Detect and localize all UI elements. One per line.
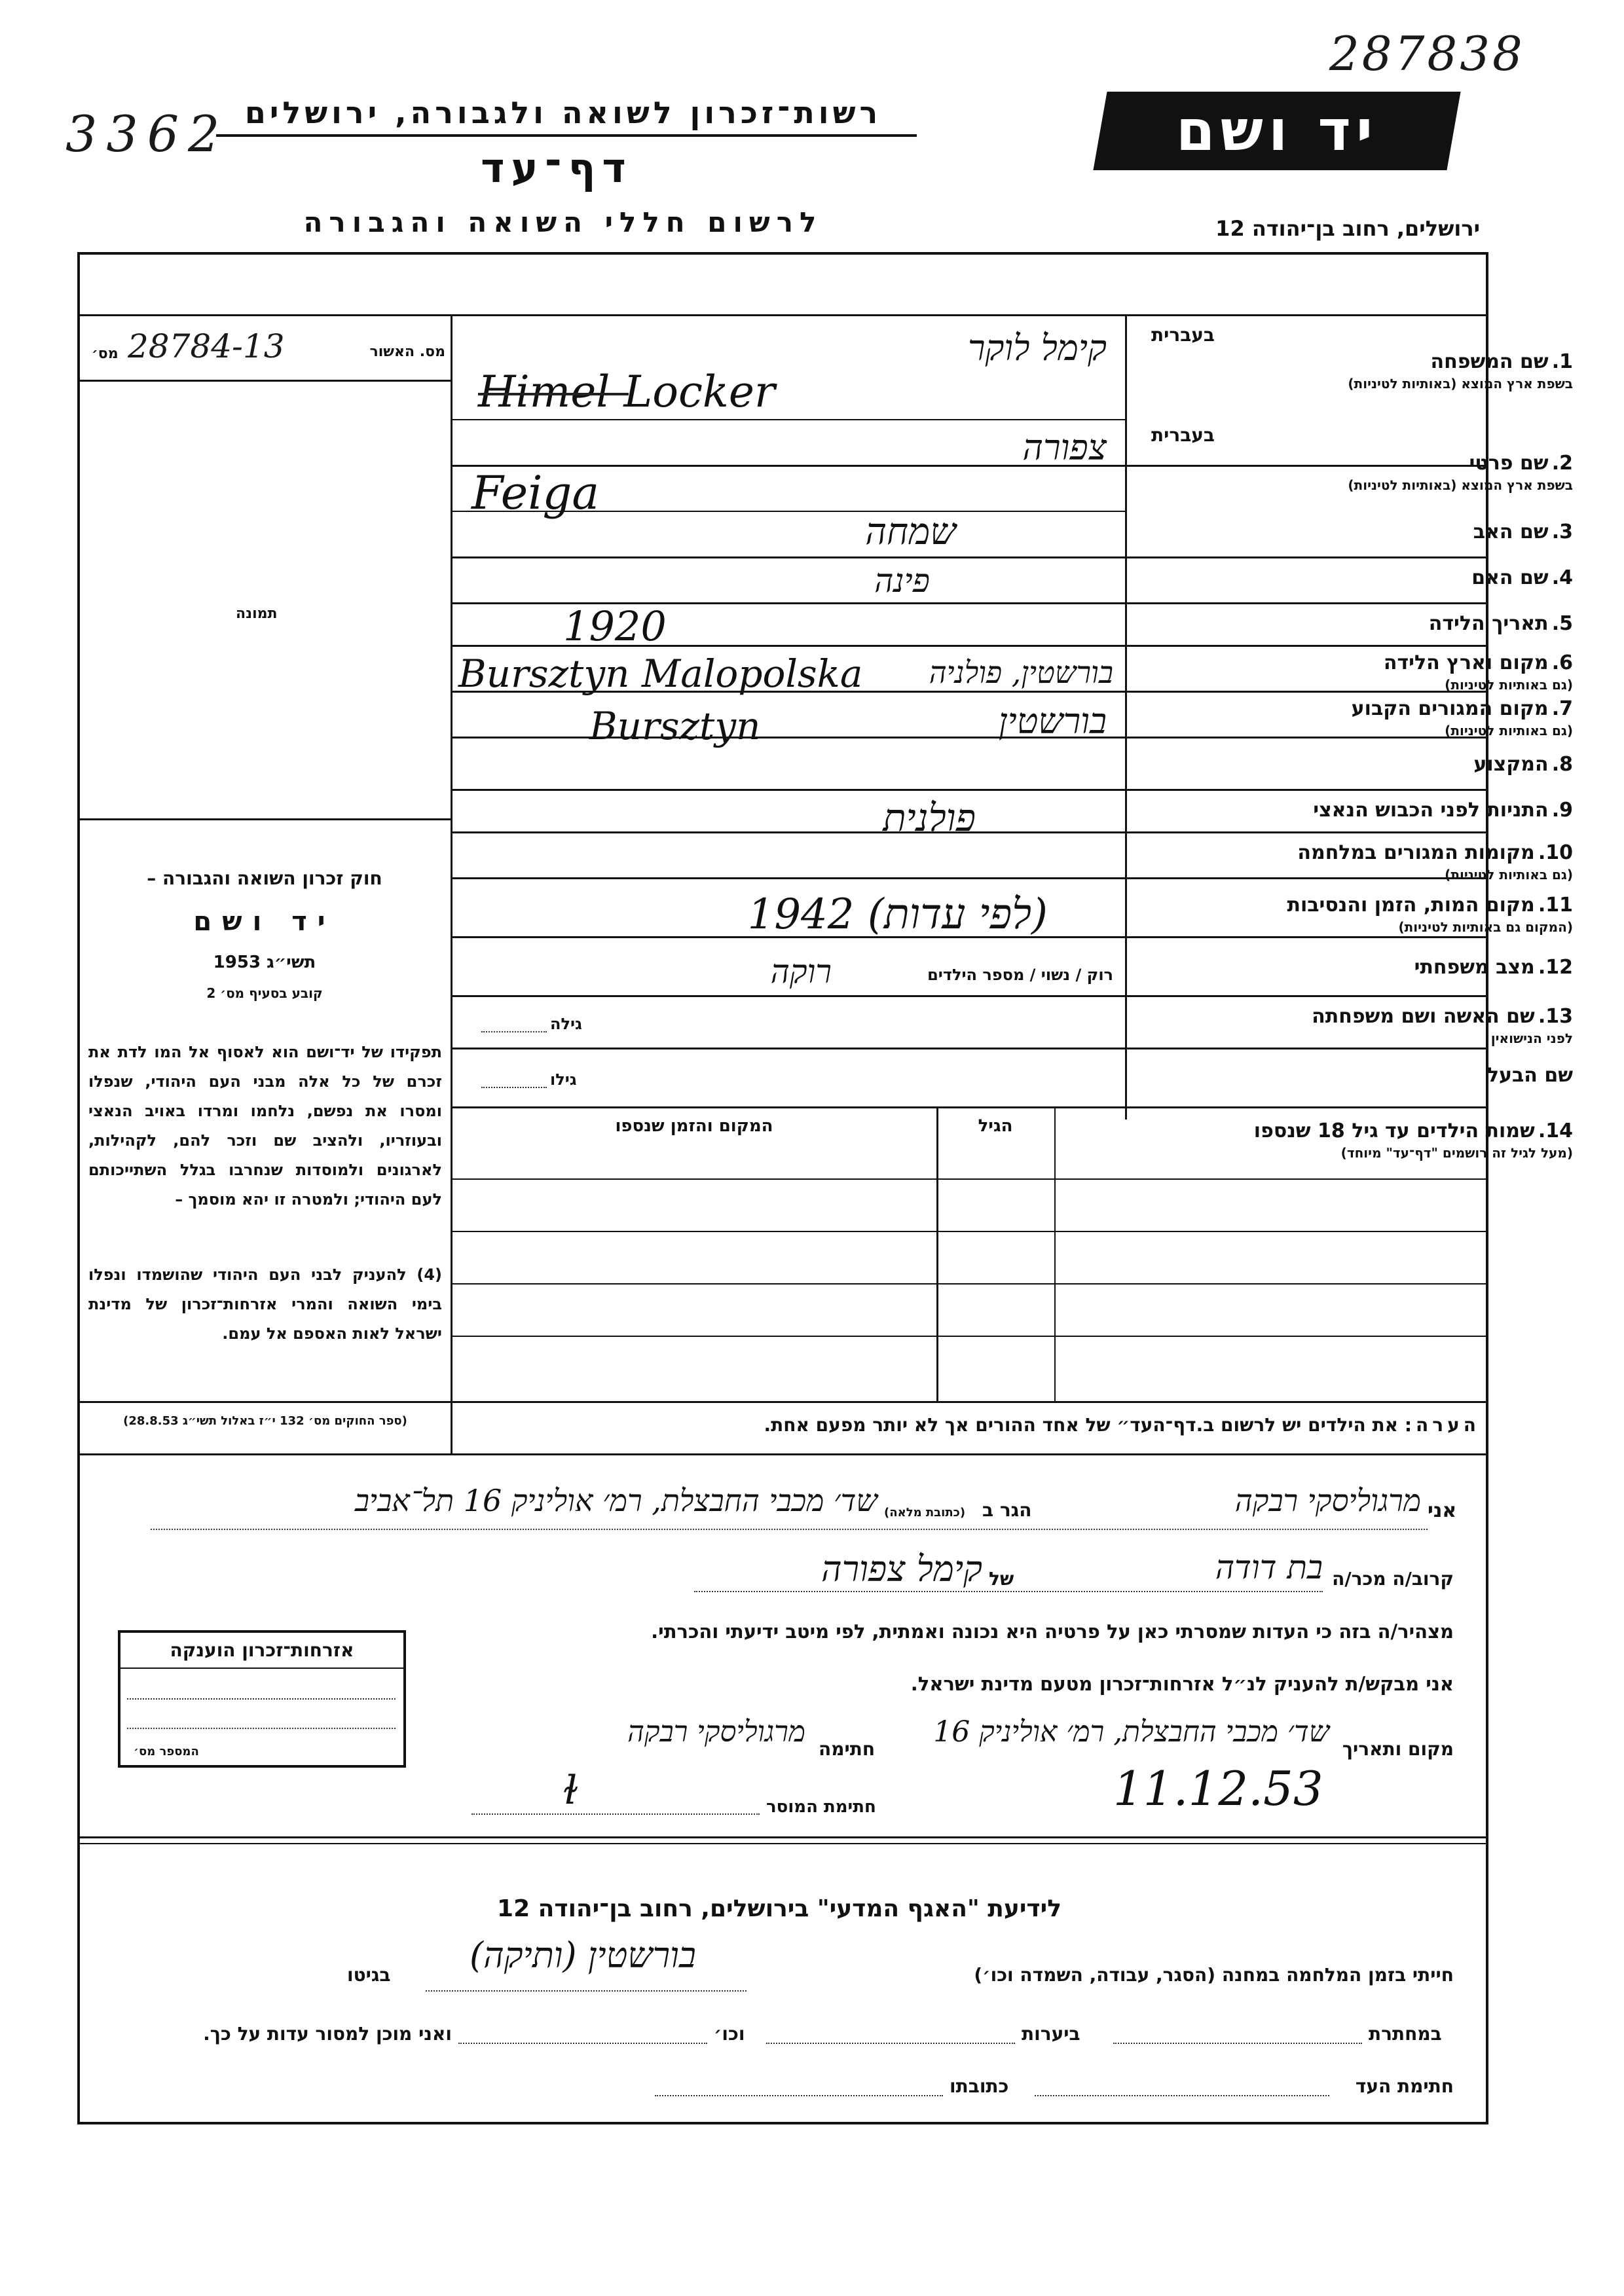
field-1-hebrew-value: קימל לוקר [968,327,1107,369]
bottom-witness-signature-label: חתימת העד [1355,2075,1454,2097]
children-age-header: הגיל [978,1116,1013,1136]
field-13-sublabel: לפני הנישואין [1490,1030,1573,1046]
signature-label: חתימה [819,1738,876,1760]
bottom-line1-value: בורשטין (ותיקה) [470,1935,696,1976]
field-8-occupation [1226,753,1573,776]
field-12-marital-status [1226,956,1573,979]
field-1-number: 1. [1551,350,1573,373]
witness-address-sublabel: (כתובת מלאה) [884,1506,966,1520]
approval-number: 28784-13 [128,327,285,365]
field-5-number: 5. [1551,612,1573,635]
witness-relation-label: קרוב/ה מכר/ה [1332,1568,1454,1590]
field-11-value: (לפי עדות) 1942 [747,890,1048,939]
law-name: יד ושם [193,907,336,937]
bottom-line2-forests: ביערות [1022,2023,1080,2045]
field-4-number: 4. [1551,566,1573,589]
field-3-father [1226,520,1573,543]
approval-label: מס. האשור [369,344,445,360]
lang-hebrew-label-1: בעברית [1151,324,1215,346]
field-2-number: 2. [1551,452,1573,475]
field-2-label: שם פרטי [1469,452,1549,475]
field-10-label: מקומות המגורים במלחמה [1297,841,1535,864]
field-7-value-hebrew: בורשטין [998,701,1107,742]
field-7-number: 7. [1551,697,1573,720]
field-7-residence [1226,697,1573,738]
institution-underline [216,134,917,137]
field-5-birthdate [1226,612,1573,635]
field-8-label: המקצוע [1473,753,1549,776]
witness-name-label: אני [1428,1499,1457,1522]
bottom-line2-underground: במחתרת [1369,2023,1442,2045]
field-4-value: פינה [874,562,930,600]
witness-declaration-2: אני מבקש/ת להעניק לנ״ל אזרחות־זכרון מטעם מדינת ישראל. [910,1673,1454,1695]
law-title: חוק זכרון השואה והגבורה – [147,867,382,889]
handwritten-serial-number: 287838 [1329,26,1525,81]
signer-signature-mark: ɫ [563,1768,578,1813]
field-husband-label: שם הבעל [1486,1064,1573,1087]
field-8-number: 8. [1551,753,1573,776]
field-3-label: שם האב [1473,520,1549,543]
field-2-latin-value: Feiga [471,466,600,520]
field-14-label: שמות הילדים עד גיל 18 שנספו [1253,1120,1535,1142]
citizenship-no-label: המספר מס׳ [134,1745,199,1758]
field-12-options: רוק / נשוי / מספר הילדים [927,966,1113,984]
field-2-sublabel: בשפת ארץ המוצא (באותיות לטיניות) [1348,477,1573,493]
field-6-value-hebrew: בורשטין, פולניה [929,655,1113,690]
signer-label: חתימת המוסר [766,1797,876,1817]
date-value: 11.12.53 [1113,1761,1323,1816]
header-address: ירושלים, רחוב בן־יהודה 12 [1215,216,1480,241]
handwritten-file-number: 3362 [65,105,229,163]
field-10-wartime-residence [1226,841,1573,883]
place-date-label: מקום ותאריך [1342,1738,1454,1760]
field-7-label: מקום המגורים הקבוע [1351,697,1549,720]
institution-name: רשות־זכרון לשואה ולגבורה, ירושלים [244,95,882,130]
citizenship-box [118,1630,406,1768]
approval-no-label: מס׳ [92,346,119,362]
field-12-number: 12. [1538,956,1573,979]
field-4-mother [1226,566,1573,589]
field-13-wife [1226,1005,1573,1046]
note-text: את הילדים יש לרשום ב.דף־העד״ של אחד ההורים אך לא יותר מפעם אחת. [764,1414,1399,1436]
field-6-number: 6. [1551,651,1573,674]
place-value: שד׳ מכבי החבצלת, רמ׳ אוליניק 16 [933,1715,1329,1749]
field-5-value: 1920 [563,602,667,650]
field-12-value: רוקה [770,953,832,991]
witness-declaration-1: מצהיר/ה בזה כי העדות שמסרתי כאן על פרטיה היא נכונה ואמתית, לפי מיטב ידיעתי והכרתי. [651,1620,1454,1643]
field-husband [1226,1064,1573,1087]
form-title: דף־עד [481,144,633,192]
field-10-number: 10. [1538,841,1573,864]
field-14-children [1226,1120,1573,1161]
field-12-label: מצב משפחתי [1414,956,1535,979]
field-5-label: תאריך הלידה [1428,612,1549,635]
field-9-value: פולנית [883,795,976,840]
bottom-line1-suffix: בגיטו [347,1964,391,1986]
witness-address-value: שד׳ מכבי החבצלת, רמ׳ אוליניק 16 תל־אביב [354,1483,877,1518]
yad-vashem-logo [1093,92,1460,170]
signature-value: מרגוליסקי רבקה [627,1715,805,1749]
witness-of-label: של [989,1568,1014,1590]
field-9-number: 9. [1551,799,1573,822]
note [458,1414,1480,1436]
law-paragraph-1: תפקידו של יד־ושם הוא לאסוף אל המו לדת את זכרם של כל אלה מבני העם היהודי, שנפלו ומסרו את נפשם, נלחמו ומרדו באויב הנאצי ובעוזריו, ולהציב שם וזכר להם, לקהילות, לארגונים ולמוסדות שנחרבו בגלל השתייכותם לעם היהודי; ולמטרה זו יהא מוסמך – [88,1043,442,1209]
bottom-heading: לידיעת "האגף המדעי" בירושלים, רחוב בן־יהודה 12 [497,1895,1061,1922]
field-1-latin-value: Himel Locker [478,367,775,417]
field-3-value: שמחה [865,511,956,553]
law-paragraph-2: (4) להעניק לבני העם היהודי שהושמדו ונפלו בימי השואה והמרי אזרחות־זכרון של מדינת ישראל לאות האספם אל עמם. [88,1266,442,1343]
field-2-given-name [1226,452,1573,493]
field-7-value: Bursztyn [589,704,761,748]
field-6-label: מקום וארץ הלידה [1383,651,1549,674]
field-1-surname [1226,350,1573,392]
field-10-sublabel: (גם באותיות לטיניות) [1445,867,1573,883]
field-13-label: שם האשה ושם משפחתה [1312,1005,1535,1028]
field-9-languages [1226,799,1573,822]
field-11-number: 11. [1538,894,1573,917]
field-14-sublabel: (מעל לגיל זה רושמים "דף־עד" מיוחד) [1340,1145,1573,1161]
field-11-death [1226,894,1573,935]
children-place-header: המקום והזמן שנספו [615,1116,773,1136]
field-11-sublabel: (המקום גם באותיות לטיניות) [1398,919,1573,935]
witness-address-label: הגר ב [982,1499,1032,1521]
witness-name-value: מרגוליסקי רבקה [1234,1483,1421,1518]
field-6-sublabel: (גם באותיות לטיניות) [1445,677,1573,693]
field-4-label: שם האם [1471,566,1549,589]
field-13-age-label: גילה [550,1015,582,1033]
note-label: הערה: [1404,1414,1480,1436]
law-year: תשי״ג 1953 [213,953,316,972]
photo-label: תמונה [236,606,278,622]
field-2-hebrew-value: צפורה [1022,427,1107,468]
field-6-value: Bursztyn Malopolska [458,651,863,696]
logo-text: יד ושם [1175,98,1378,164]
field-13-number: 13. [1538,1005,1573,1028]
lang-hebrew-label-2: בעברית [1151,424,1215,446]
citizenship-title: אזרחות־זכרון הוענקה [170,1639,354,1661]
field-14-number: 14. [1538,1120,1573,1142]
field-6-birthplace [1226,651,1573,693]
witness-of-value: קימל צפורה [821,1548,982,1590]
form-subtitle: לרשום חללי השואה והגבורה [303,206,823,238]
field-1-label: שם המשפחה [1430,350,1549,373]
field-3-number: 3. [1551,520,1573,543]
field-9-label: התניות לפני הכבוש הנאצי [1313,799,1549,822]
bottom-address-label: כתובתו [950,2075,1009,2097]
witness-relation-value: בת דודה [1215,1548,1323,1586]
field-1-sublabel: בשפת ארץ המוצא (באותיות לטיניות) [1348,376,1573,392]
field-11-label: מקום המות, הזמן והנסיבות [1287,894,1535,917]
bottom-line2-etc: וכו׳ [714,2023,745,2045]
law-source: (ספר החוקים מס׳ 132 י״ז באלול תשי״ג 28.8.53) [123,1414,407,1428]
field-husband-age-label: גילו [550,1070,577,1089]
field-7-sublabel: (גם באותיות לטיניות) [1445,723,1573,738]
law-clause: קובע בסעיף מס׳ 2 [206,985,323,1001]
bottom-line2-suffix: ואני מוכן למסור עדות על כך. [203,2023,452,2045]
bottom-line1-label: חייתי בזמן המלחמה במחנה (הסגר, עבודה, השמדה וכו׳) [974,1964,1454,1986]
field-1-strikeout [478,393,629,395]
